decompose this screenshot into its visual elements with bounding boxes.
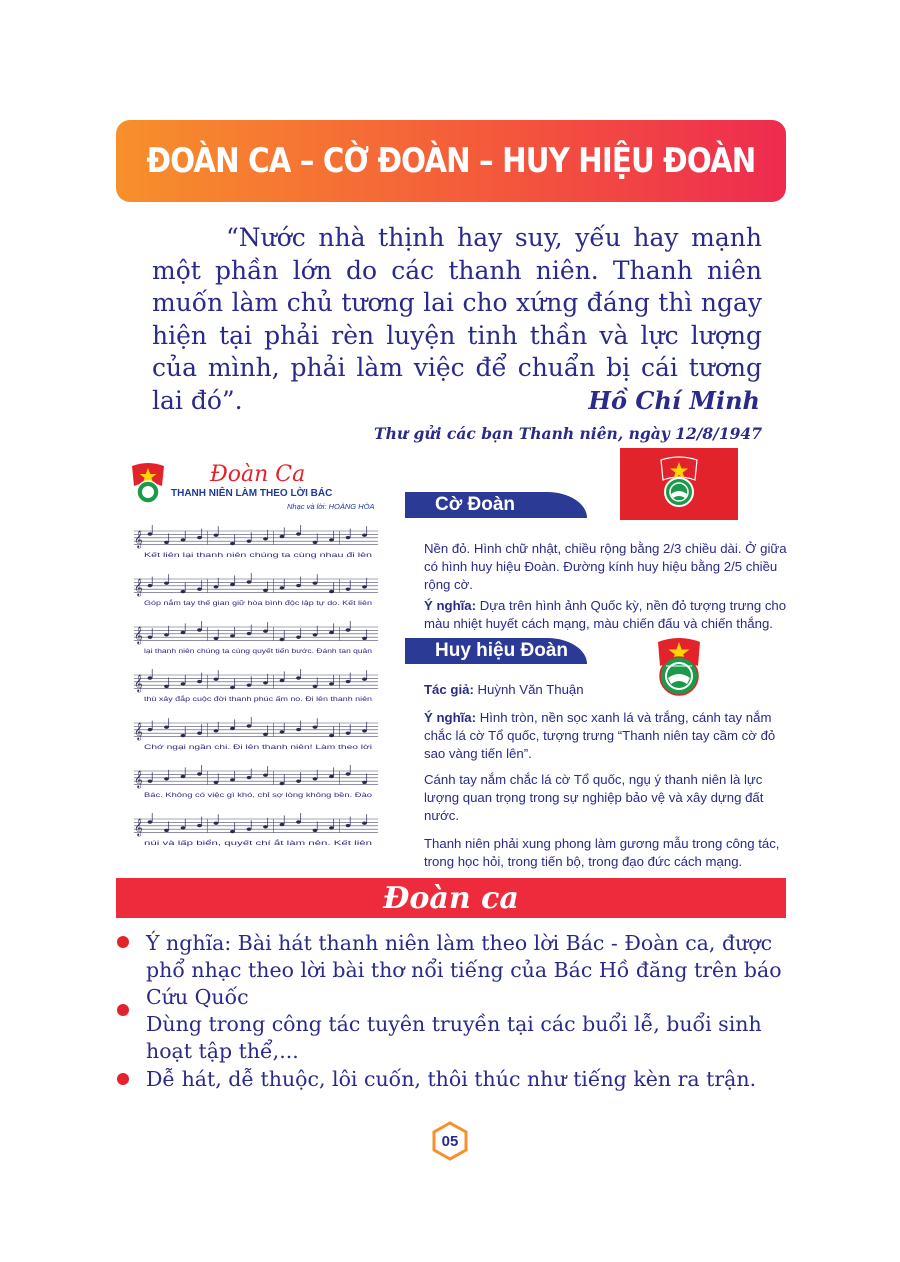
note-head [263, 774, 268, 777]
note-head [362, 678, 367, 681]
note-head [230, 542, 235, 545]
page-title: ĐOÀN CA – CỜ ĐOÀN – HUY HIỆU ĐOÀN [146, 141, 756, 181]
tab-co-doan [405, 492, 587, 518]
doan-flag-image [620, 448, 738, 520]
note-head [346, 824, 351, 827]
note-head [247, 776, 252, 779]
note-head [329, 734, 334, 737]
note-head [313, 541, 318, 544]
note-head [346, 680, 351, 683]
lyric-line: Bác. Không có việc gì khó, chỉ sợ lòng không bền. Đào [144, 792, 373, 799]
note-head [362, 637, 367, 640]
note-head [247, 684, 252, 687]
doan-ca-banner-label: Đoàn ca [383, 880, 519, 916]
huy-hieu-author [424, 681, 790, 699]
note-head [329, 682, 334, 685]
note-head [280, 823, 285, 826]
lyric-line: thù xây đắp cuộc đời thanh phúc ấm no. Đi lên thanh niên [144, 696, 373, 703]
lyric-line: lại thanh niên chúng ta cùng quyết tiến bước. Đánh tan quân [144, 648, 373, 655]
bullet-dot-icon [117, 1073, 129, 1085]
note-head [164, 633, 169, 636]
huy-hieu-meaning-label: Ý nghĩa: [424, 710, 477, 725]
note-head [329, 826, 334, 829]
note-head [296, 820, 301, 823]
note-head [247, 580, 252, 583]
note-head [164, 829, 169, 832]
lyric-line: Kết liên lại thanh niên chúng ta cùng nhau đi lên [144, 552, 373, 559]
note-head [214, 781, 219, 784]
note-head [263, 733, 268, 736]
doan-ca-bullet-3: Dễ hát, dễ thuộc, lôi cuốn, thôi thúc như tiếng kèn ra trận. [146, 1067, 757, 1091]
note-head [181, 590, 186, 593]
song-credit: Nhạc và lời: HOÀNG HÒA [287, 502, 375, 511]
note-head [313, 633, 318, 636]
quote-text: “Nước nhà thịnh hay suy, yếu hay mạnh một phần lớn do các thanh niên. Thanh niên muốn làm chủ tương lai cho xứng đáng thì ngay hiện tại phải rèn luyện tinh thần và lực lượng của mình, phải làm việc để chuẩn bị cái tương lai đó”. [152, 223, 762, 415]
note-head [313, 685, 318, 688]
note-head [247, 632, 252, 635]
note-head [313, 582, 318, 585]
quote-source: Thư gửi các bạn Thanh niên, ngày 12/8/1947 [374, 424, 762, 443]
note-head [362, 534, 367, 537]
note-head [280, 638, 285, 641]
huy-hieu-paragraph-2: Cánh tay nắm chắc lá cờ Tổ quốc, ngụ ý thanh niên là lực lượng quan trọng trong sự nghiệp bảo vệ và xây dựng đất nước. [424, 772, 764, 823]
note-head [296, 728, 301, 731]
bullet-dot-icon [117, 1004, 129, 1016]
note-head [181, 631, 186, 634]
note-head [214, 678, 219, 681]
huy-hieu-meaning-text: Hình tròn, nền sọc xanh lá và trắng, cánh tay nắm chắc lá cờ Tổ quốc, tượng trưng “Thanh niên tay cầm cờ đỏ sao vàng tiến lên”. [424, 710, 776, 761]
note-head [197, 536, 202, 539]
note-head [346, 732, 351, 735]
note-head [329, 631, 334, 634]
treble-clef-icon: 𝄞 [134, 627, 143, 644]
note-head [197, 772, 202, 775]
note-head [197, 824, 202, 827]
note-head [263, 589, 268, 592]
tab-co-doan-label: Cờ Đoàn [435, 494, 516, 515]
note-head [214, 822, 219, 825]
treble-clef-icon: 𝄞 [134, 675, 143, 692]
note-head [148, 780, 153, 783]
note-head [263, 681, 268, 684]
note-head [164, 541, 169, 544]
treble-clef-icon: 𝄞 [134, 579, 143, 596]
note-head [296, 532, 301, 535]
note-head [214, 637, 219, 640]
note-head [164, 726, 169, 729]
note-head [230, 686, 235, 689]
note-head [362, 585, 367, 588]
note-head [164, 582, 169, 585]
note-head [181, 826, 186, 829]
note-head [148, 820, 153, 823]
note-head [296, 676, 301, 679]
note-head [230, 634, 235, 637]
note-head [148, 676, 153, 679]
note-head [247, 724, 252, 727]
note-head [346, 536, 351, 539]
note-head [148, 584, 153, 587]
note-head [362, 781, 367, 784]
note-head [164, 777, 169, 780]
huy-hieu-meaning [424, 709, 790, 763]
note-head [346, 628, 351, 631]
treble-clef-icon: 𝄞 [134, 723, 143, 740]
note-head [181, 538, 186, 541]
note-head [296, 780, 301, 783]
doan-ca-bullet-2: Dùng trong công tác tuyên truyền tại các buổi lễ, buổi sinh hoạt tập thể,... [146, 1012, 762, 1063]
note-head [263, 630, 268, 633]
note-head [230, 583, 235, 586]
treble-clef-icon: 𝄞 [134, 771, 143, 788]
note-head [197, 732, 202, 735]
lyric-line: núi và lấp biển, quyết chí ắt làm nên. Kết liên [144, 840, 374, 847]
quote-author: Hồ Chí Minh [588, 386, 760, 415]
note-head [214, 585, 219, 588]
note-head [197, 588, 202, 591]
co-doan-meaning-text: Dựa trên hình ảnh Quốc kỳ, nền đỏ tượng trưng cho màu nhiệt huyết cách mạng, màu chiến đấu và chiến thắng. [424, 598, 787, 631]
note-head [280, 535, 285, 538]
note-head [197, 628, 202, 631]
huy-hieu-paragraph-3: Thanh niên phải xung phong làm gương mẫu trong công tác, trong học hỏi, trong tiến bộ, trong đạo đức cách mạng. [424, 836, 780, 869]
note-head [214, 729, 219, 732]
note-head [230, 778, 235, 781]
note-head [346, 772, 351, 775]
doan-ca-bullet-1: Ý nghĩa: Bài hát thanh niên làm theo lời Bác - Đoàn ca, được phổ nhạc theo lời bài thơ nổi tiếng của Bác Hồ đăng trên báo Cứu Quốc [146, 931, 782, 1009]
sheet-music [128, 458, 384, 863]
note-head [230, 727, 235, 730]
note-head [329, 538, 334, 541]
note-head [280, 586, 285, 589]
note-head [296, 584, 301, 587]
note-head [181, 682, 186, 685]
huy-hieu-author-name: Huỳnh Văn Thuận [477, 682, 584, 697]
note-head [329, 775, 334, 778]
treble-clef-icon: 𝄞 [134, 819, 143, 836]
bullet-dot-icon [117, 936, 129, 948]
co-doan-description: Nền đỏ. Hình chữ nhật, chiều rộng bằng 2/3 chiều dài. Ở giữa có hình huy hiệu Đoàn. Đường kính huy hiệu bằng 2/5 chiều rộng cờ. [424, 541, 787, 592]
song-title: Đoàn Ca [210, 462, 306, 487]
co-doan-meaning-label: Ý nghĩa: [424, 598, 477, 613]
tab-huy-hieu-label: Huy hiệu Đoàn [435, 640, 569, 661]
note-head [263, 537, 268, 540]
note-head [362, 822, 367, 825]
note-head [230, 830, 235, 833]
note-head [313, 777, 318, 780]
doan-emblem-icon [132, 463, 164, 503]
note-head [181, 734, 186, 737]
note-head [214, 534, 219, 537]
page-number-label: 05 [441, 1132, 459, 1150]
note-head [280, 730, 285, 733]
doan-ca-banner [116, 878, 786, 918]
note-head [263, 825, 268, 828]
note-head [148, 636, 153, 639]
note-head [362, 729, 367, 732]
note-head [346, 588, 351, 591]
note-head [181, 775, 186, 778]
title-banner [116, 120, 786, 202]
note-head [148, 728, 153, 731]
note-head [296, 636, 301, 639]
huy-hieu-author-label: Tác giả: [424, 682, 474, 697]
note-head [164, 685, 169, 688]
note-head [329, 590, 334, 593]
tab-huy-hieu-doan [405, 638, 587, 664]
co-doan-meaning [424, 597, 790, 633]
note-head [247, 540, 252, 543]
lyric-line: Chớ ngại ngần chi. Đi lên thanh niên! Làm theo lời [144, 744, 372, 751]
note-head [280, 679, 285, 682]
note-head [313, 829, 318, 832]
note-head [148, 532, 153, 535]
song-subtitle: THANH NIÊN LÀM THEO LỜI BÁC [171, 488, 333, 499]
note-head [247, 828, 252, 831]
lyric-line: Góp nắm tay thế gian giữ hòa bình độc lập tự do. Kết liên [144, 600, 373, 607]
note-head [197, 680, 202, 683]
page-number [430, 1121, 470, 1161]
note-head [313, 726, 318, 729]
note-head [280, 782, 285, 785]
treble-clef-icon: 𝄞 [134, 531, 143, 548]
